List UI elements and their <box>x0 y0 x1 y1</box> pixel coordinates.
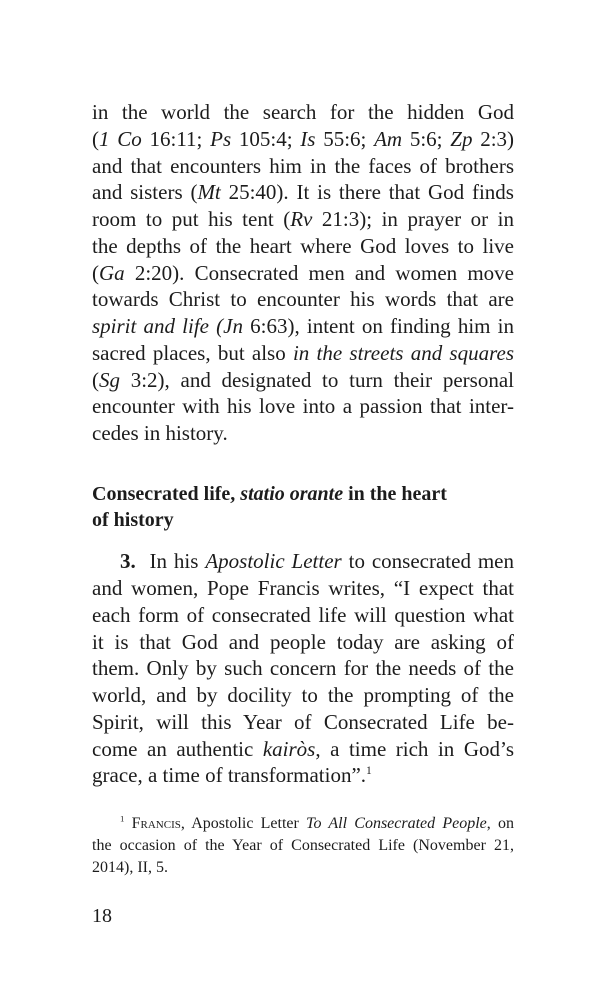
text: encounter with his love into a passion that inter- <box>92 394 514 419</box>
text: grace, a time of transformation”. <box>92 763 367 788</box>
text: towards Christ to encounter his words that are <box>92 287 514 312</box>
footnote-text: , Apostolic Letter <box>180 815 307 832</box>
text: in the world the search for the hidden God <box>92 100 514 124</box>
italic-text: kairòs <box>262 736 316 761</box>
text: it is that God and people today are asking of <box>92 629 514 654</box>
text: sacred places, but also <box>92 340 293 365</box>
body-line <box>92 286 514 313</box>
text: ( <box>92 260 99 285</box>
text: world, and by docility to the prompting of the <box>92 683 514 707</box>
italic-text: 1 Co <box>99 126 142 151</box>
text: 2:3) <box>472 126 515 151</box>
body-line <box>92 99 514 126</box>
text: and that encounters him in the faces of brothers <box>92 153 514 178</box>
text: 105:4; <box>231 126 301 151</box>
section-heading-line-2: of history <box>92 509 174 531</box>
section-number: 3. <box>120 549 136 573</box>
section-line <box>92 602 514 629</box>
text: them. Only by such concern for the needs of the <box>92 656 514 681</box>
text: 2:20). Consecrated men and women move <box>124 260 514 285</box>
heading-text: Consecrated life, <box>92 483 241 505</box>
text: come an authentic <box>92 736 263 761</box>
body-line <box>92 126 514 153</box>
section-heading-line-1 <box>92 481 514 508</box>
section-first-line <box>120 548 514 575</box>
italic-text: spirit and life (Jn <box>92 314 243 338</box>
page-number: 18 <box>92 905 112 927</box>
body-line <box>92 233 514 260</box>
text: the depths of the heart where God loves to live <box>92 233 514 258</box>
footnote-text: , on <box>486 815 515 832</box>
text: 16:11; <box>141 126 211 151</box>
italic-text: Ga <box>99 260 125 285</box>
section-line <box>92 709 514 736</box>
italic-text: Sg <box>99 367 120 392</box>
text: ( <box>92 367 99 392</box>
text: 21:3); in prayer or in <box>312 207 514 231</box>
section-text: In his <box>135 549 206 573</box>
text: 25:40). It is there that God finds <box>220 180 514 205</box>
text: cedes in history. <box>92 421 228 445</box>
section-line <box>92 655 514 682</box>
text: and women, Pope Francis writes, “I expect that <box>92 576 514 600</box>
footnote-ref: 1 <box>366 765 372 778</box>
body-line <box>92 206 514 233</box>
body-line <box>92 393 514 420</box>
footnote-line-1 <box>120 813 514 834</box>
footnote-title: To All Consecrated People <box>306 815 487 832</box>
text: Spirit, will this Year of Consecrated Life be- <box>92 709 514 734</box>
italic-text: Rv <box>290 207 313 231</box>
text: each form of consecrated life will question what <box>92 602 514 627</box>
body-line <box>92 367 514 394</box>
section-line <box>92 736 514 763</box>
section-line <box>92 575 514 602</box>
body-line <box>92 340 514 367</box>
body-line <box>92 420 514 447</box>
text: ( <box>92 126 99 151</box>
body-line <box>92 313 514 340</box>
footnote-marker: 1 <box>120 813 125 824</box>
text: , a time rich in God’s <box>315 736 514 761</box>
section-line <box>92 762 514 789</box>
text: 3:2), and designated to turn their personal <box>120 367 514 392</box>
text: 6:63), intent on finding him in <box>242 314 514 338</box>
footnote-line-2: the occasion of the Year of Consecrated Life (November 21, <box>92 837 514 854</box>
footnote-author: Francis <box>131 815 181 832</box>
heading-text: in the heart <box>343 483 447 505</box>
section-line <box>92 682 514 709</box>
footnote-line-3: 2014), II, 5. <box>92 859 168 876</box>
section-text: to consecrated men <box>341 549 514 573</box>
text: 55:6; <box>315 126 375 151</box>
section-line <box>92 629 514 656</box>
section-italic: Apostolic Letter <box>205 549 342 573</box>
italic-text: in the streets and squares <box>292 340 514 365</box>
italic-text: Is <box>300 126 316 151</box>
body-line <box>92 179 514 206</box>
italic-text: Zp <box>450 126 473 151</box>
body-line <box>92 260 514 287</box>
italic-text: Ps <box>210 126 232 151</box>
italic-text: Am <box>374 126 403 151</box>
body-line <box>92 153 514 180</box>
text: and sisters ( <box>92 180 198 205</box>
heading-italic: statio orante <box>240 483 344 505</box>
text: room to put his tent ( <box>92 207 291 231</box>
italic-text: Mt <box>197 180 221 205</box>
text: 5:6; <box>402 126 451 151</box>
